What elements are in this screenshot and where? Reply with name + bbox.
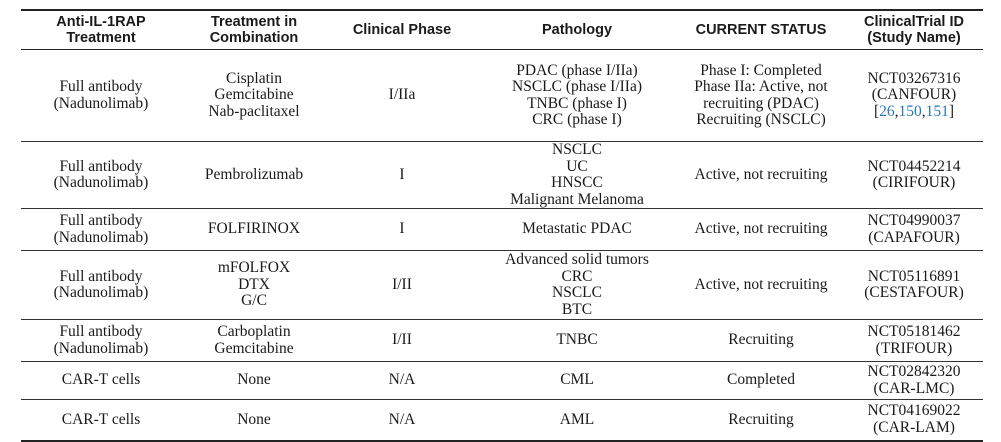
reference-link-151[interactable]: 151 (925, 102, 949, 120)
cell-line: Recruiting (728, 410, 794, 428)
cell-line: NSCLC (phase I/IIa) (512, 78, 642, 95)
trial-id-cell (845, 320, 983, 362)
cell-line: NCT05181462 (867, 323, 961, 340)
header-line: Clinical Phase (352, 22, 452, 38)
header-line: Combination (209, 30, 299, 46)
header-phase (327, 10, 477, 50)
cell-line: CAR-T cells (61, 371, 141, 389)
phase-cell (327, 251, 477, 320)
cell-line: Full antibody (59, 157, 143, 175)
pathology-cell (477, 142, 677, 209)
cell-line: (Nadunolimab) (53, 94, 149, 112)
header-combination (181, 10, 327, 50)
phase-cell (327, 362, 477, 400)
cell-line: G/C (241, 292, 267, 310)
cell-line: Gemcitabine (214, 86, 294, 104)
cell-line: CML (560, 371, 594, 389)
table-row (21, 362, 983, 400)
cell-line: TNBC (phase I) (527, 94, 627, 112)
cell-line: Nab-paclitaxel (208, 102, 300, 120)
cell-line: FOLFIRINOX (207, 220, 301, 238)
combination-cell (181, 400, 327, 441)
phase-cell (327, 400, 477, 441)
cell-line: TNBC (556, 331, 598, 349)
cell-line: I (399, 165, 405, 183)
cell-line: Active, not recruiting (694, 165, 828, 183)
pathology-cell (477, 320, 677, 362)
header-line: (Study Name) (867, 30, 961, 46)
trial-id-cell (845, 400, 983, 441)
table-row (21, 142, 983, 209)
cell-line: NCT04990037 (867, 212, 961, 229)
header-line: Pathology (541, 22, 613, 38)
bracket-open: [ (873, 102, 880, 120)
trial-id-cell (845, 209, 983, 251)
cell-line: (Nadunolimab) (53, 284, 149, 301)
cell-line: (Nadunolimab) (53, 339, 149, 357)
cell-line: NCT05116891 (867, 267, 961, 285)
header-line: Treatment (66, 30, 136, 46)
cell-line: (CAR-LMC) (873, 379, 955, 397)
cell-line: (CIRIFOUR) (872, 174, 956, 191)
header-pathology (477, 10, 677, 50)
cell-line: UC (566, 157, 588, 175)
cell-line: NCT03267316 (867, 69, 961, 87)
cell-line: HNSCC (551, 174, 603, 191)
treatment-cell (21, 320, 181, 362)
cell-line: Malignant Melanoma (510, 190, 644, 208)
trial-id-cell (845, 50, 983, 142)
cell-line: NCT04169022 (867, 402, 961, 420)
cell-line: I/IIa (388, 86, 416, 104)
status-cell (677, 362, 845, 400)
treatment-cell (21, 400, 181, 441)
status-cell (677, 142, 845, 209)
header-line: Anti-IL-1RAP (56, 14, 146, 30)
pathology-cell (477, 251, 677, 320)
table-row (21, 251, 983, 320)
cell-line: (CAPAFOUR) (868, 228, 960, 246)
cell-line: None (237, 371, 271, 389)
status-cell (677, 209, 845, 251)
status-cell (677, 251, 845, 320)
cell-line: BTC (561, 300, 593, 318)
trial-id-cell (845, 251, 983, 320)
combination-cell (181, 142, 327, 209)
reference-link-150[interactable]: 150 (898, 102, 922, 120)
cell-line: Active, not recruiting (694, 275, 828, 293)
pathology-cell (477, 362, 677, 400)
cell-line: mFOLFOX (217, 259, 291, 277)
table-row (21, 320, 983, 362)
table-body (21, 50, 983, 441)
cell-line: DTX (238, 275, 270, 293)
combination-cell (181, 251, 327, 320)
header-row (21, 10, 983, 50)
cell-line: PDAC (phase I/IIa) (516, 61, 638, 79)
cell-line: Active, not recruiting (694, 220, 828, 238)
table-row (21, 209, 983, 251)
cell-line: Recruiting (NSCLC) (696, 111, 826, 128)
cell-line: Pembrolizumab (204, 165, 304, 183)
cell-line: I/II (392, 331, 412, 349)
header-trial-id (845, 10, 983, 50)
cell-line: (Nadunolimab) (53, 174, 149, 191)
header-status (677, 10, 845, 50)
reference-list (847, 104, 981, 121)
reference-link-26[interactable]: 26 (879, 102, 895, 120)
cell-line: I/II (392, 275, 412, 293)
cell-line: Recruiting (728, 331, 794, 349)
treatment-cell (21, 50, 181, 142)
pathology-cell (477, 209, 677, 251)
phase-cell (327, 320, 477, 362)
phase-cell (327, 50, 477, 142)
cell-line: N/A (388, 410, 416, 428)
header-line: CURRENT STATUS (695, 22, 827, 38)
header-treatment (21, 10, 181, 50)
table-row (21, 50, 983, 142)
cell-line: CRC (phase I) (532, 111, 622, 128)
cell-line: (Nadunolimab) (53, 228, 149, 246)
bracket-close: ] (948, 102, 955, 120)
cell-line: (CESTAFOUR) (864, 284, 964, 301)
table-header (21, 10, 983, 50)
combination-cell (181, 50, 327, 142)
cell-line: Carboplatin (217, 323, 291, 340)
status-cell (677, 320, 845, 362)
cell-line: NCT04452214 (867, 157, 961, 175)
treatment-cell (21, 209, 181, 251)
pathology-cell (477, 400, 677, 441)
status-cell (677, 400, 845, 441)
cell-line: AML (559, 410, 595, 428)
cell-line: Full antibody (59, 267, 143, 285)
pathology-cell (477, 50, 677, 142)
header-line: Treatment in (210, 14, 298, 30)
cell-line: None (237, 410, 271, 428)
table-row (21, 400, 983, 441)
cell-line: (TRIFOUR) (875, 339, 953, 357)
ref-separator: , (921, 102, 926, 120)
cell-line: CAR-T cells (61, 410, 141, 428)
treatment-cell (21, 251, 181, 320)
status-cell (677, 50, 845, 142)
cell-line: NSCLC (552, 284, 602, 301)
cell-line: Gemcitabine (214, 339, 294, 357)
ref-separator: , (894, 102, 899, 120)
cell-line: Completed (726, 371, 796, 389)
combination-cell (181, 320, 327, 362)
combination-cell (181, 209, 327, 251)
cell-line: (CANFOUR) (871, 86, 957, 104)
cell-line: Full antibody (59, 212, 143, 229)
trial-id-cell (845, 142, 983, 209)
cell-line: I (399, 220, 405, 238)
treatment-cell (21, 142, 181, 209)
cell-line: Advanced solid tumors (505, 251, 649, 268)
cell-line: NSCLC (552, 141, 602, 158)
cell-line: Metastatic PDAC (522, 220, 632, 238)
clinical-trials-table-container (21, 9, 983, 442)
cell-line: Full antibody (59, 78, 143, 95)
cell-line: NCT02842320 (867, 363, 961, 380)
cell-line: Phase IIa: Active, not (694, 78, 828, 95)
cell-line: Phase I: Completed (700, 61, 822, 79)
cell-line: recruiting (PDAC) (703, 94, 819, 112)
trial-id-cell (845, 362, 983, 400)
header-line: ClinicalTrial ID (864, 14, 964, 30)
cell-line: CRC (561, 267, 593, 285)
cell-line: Full antibody (59, 323, 143, 340)
cell-line: (CAR-LAM) (873, 418, 955, 436)
clinical-trials-table (21, 9, 983, 442)
phase-cell (327, 209, 477, 251)
cell-line: N/A (388, 371, 416, 389)
combination-cell (181, 362, 327, 400)
phase-cell (327, 142, 477, 209)
treatment-cell (21, 362, 181, 400)
cell-line: Cisplatin (226, 69, 282, 87)
